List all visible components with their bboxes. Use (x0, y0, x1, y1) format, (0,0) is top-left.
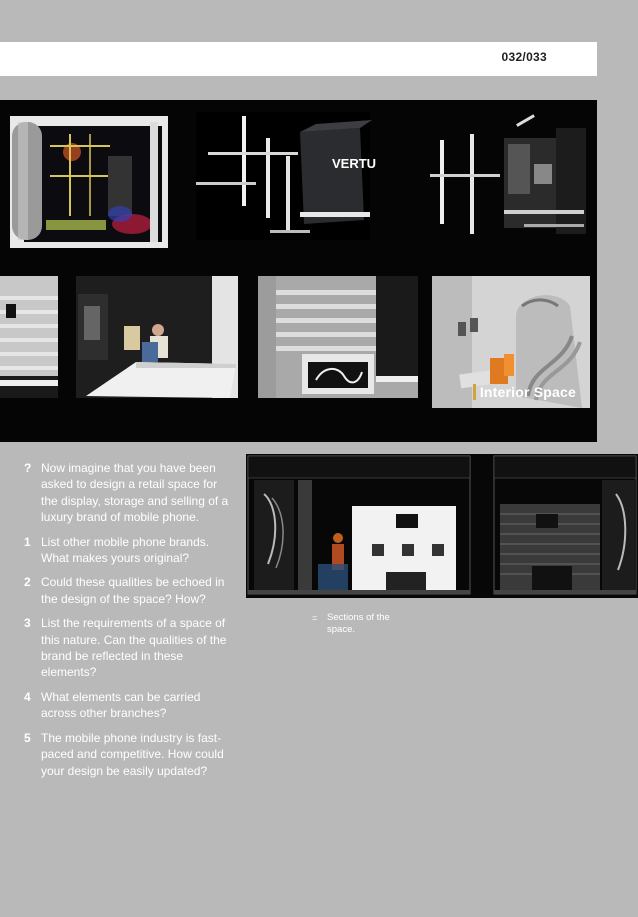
render-lounge-art (0, 276, 58, 398)
render-light-strips (196, 112, 377, 240)
question-text: List the requirements of a space of this nature. Can the qualities of the brand be reflected in these elements? (41, 616, 227, 680)
interior-space-label: Interior Space (473, 384, 576, 400)
caption-text: Sections of the space. (327, 612, 390, 635)
render-light-strips-art (196, 112, 377, 240)
render-counter (76, 276, 238, 398)
render-slat-wall (258, 276, 418, 398)
render-corridor (424, 114, 590, 244)
question-text: The mobile phone industry is fast-paced and competitive. How could your design be easily updated? (41, 730, 224, 778)
question-text: Now imagine that you have been asked to design a retail space for the display, storage and selling of a luxury brand of mobile phone. (41, 461, 229, 525)
question-number: 1 (24, 534, 31, 549)
question-2 (24, 574, 234, 607)
caption-equals-icon: = (312, 613, 318, 623)
question-number: 5 (24, 730, 31, 745)
question-5 (24, 730, 234, 779)
section-drawings-art (246, 454, 638, 598)
vertu-sign: VERTU (332, 156, 377, 171)
render-curved-display (432, 276, 590, 408)
question-text: List other mobile phone brands. What makes yours original? (41, 534, 210, 566)
page-number: 032/033 (501, 50, 547, 64)
render-corridor-art (424, 114, 590, 244)
header-bar (0, 42, 597, 76)
question-marker: ? (24, 461, 32, 475)
question-3 (24, 615, 234, 681)
render-counter-art (76, 276, 238, 398)
question-number: 3 (24, 616, 31, 631)
question-intro (24, 460, 234, 526)
question-list (24, 460, 234, 787)
question-1 (24, 534, 234, 567)
render-room-view-art (10, 116, 168, 248)
question-text: Could these qualities be echoed in the design of the space? How? (41, 575, 225, 606)
section-drawings (246, 454, 638, 598)
interior-collage (0, 100, 597, 442)
question-4 (24, 689, 234, 722)
render-slat-wall-art (258, 276, 418, 398)
question-number: 4 (24, 689, 31, 704)
question-number: 2 (24, 575, 31, 590)
render-lounge (0, 276, 58, 398)
render-room-view (10, 116, 168, 248)
question-text: What elements can be carried across other branches? (41, 689, 201, 721)
